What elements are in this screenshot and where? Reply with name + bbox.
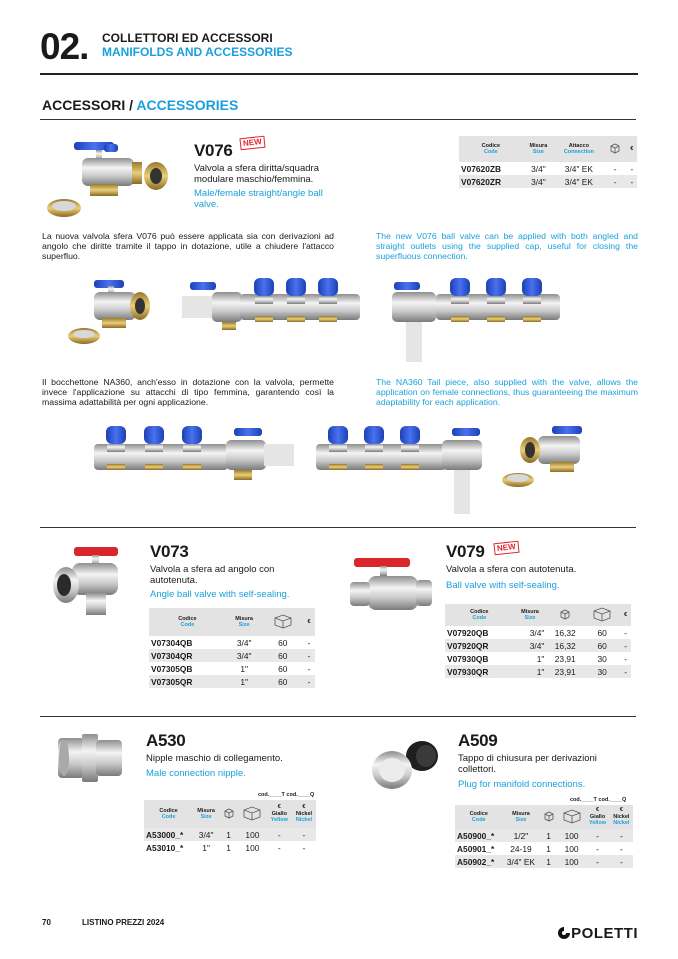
a530-legend: cod.____T cod.____Q bbox=[258, 792, 315, 798]
chapter-number: 02. bbox=[40, 26, 89, 67]
table-row: V07304QR 3/4" 60 - bbox=[149, 649, 315, 662]
v079-new-badge: NEW bbox=[493, 541, 519, 556]
header-divider bbox=[40, 73, 638, 75]
v076-manifold-angle-tailpiece-image bbox=[316, 422, 486, 514]
table-row: V07305QB 1" 60 - bbox=[151, 663, 311, 674]
v076-code: V076 bbox=[194, 141, 233, 160]
a530-code: A530 bbox=[146, 731, 186, 750]
box-icon bbox=[559, 608, 571, 620]
page-number: 70 bbox=[42, 918, 51, 927]
section-divider-3 bbox=[40, 716, 636, 717]
v076-desc-en: Male/female straight/angle ball valve. bbox=[194, 188, 323, 210]
v073-code: V073 bbox=[150, 542, 189, 561]
v076-tailpiece-valve-image bbox=[500, 424, 590, 490]
carton-icon bbox=[562, 808, 582, 824]
v073-desc-en: Angle ball valve with self-sealing. bbox=[150, 589, 290, 600]
v079-code: V079 bbox=[446, 542, 485, 561]
table-row: V07930QR 1" 23,91 30 - bbox=[445, 665, 631, 678]
a530-desc-en: Male connection nipple. bbox=[146, 768, 246, 779]
a530-desc-it: Nipple maschio di collegamento. bbox=[146, 753, 283, 764]
footer-title: LISTINO PREZZI 2024 bbox=[82, 918, 165, 927]
table-row: V07620ZR 3/4" 3/4" EK - - bbox=[459, 175, 637, 188]
v073-desc-it: Valvola a sfera ad angolo con autotenuta. bbox=[150, 564, 275, 586]
a530-price-table bbox=[144, 800, 316, 854]
v073-valve-image bbox=[50, 545, 124, 619]
box-icon bbox=[543, 810, 555, 822]
v079-desc-en: Ball valve with self-sealing. bbox=[446, 580, 560, 591]
chapter-title-en: MANIFOLDS AND ACCESSORIES bbox=[102, 45, 293, 59]
carton-icon bbox=[592, 606, 612, 622]
v076-paragraph-1-it: La nuova valvola sfera V076 può essere applicata sia con derivazioni ad angolo che diritte tramite il tappo in dotazione, utile a chiudere l'attacco superfluo. bbox=[42, 231, 334, 261]
table-row: A50901_* 24-19 1 100 - - bbox=[457, 843, 623, 854]
a530-nipple-image bbox=[56, 732, 124, 784]
box-icon bbox=[223, 807, 235, 819]
v076-manifold-angle-image bbox=[388, 274, 564, 364]
carton-icon bbox=[242, 805, 262, 821]
table-header: Codice Code Misura Size € bbox=[445, 604, 631, 626]
a509-desc-en: Plug for manifold connections. bbox=[458, 779, 586, 790]
table-row: A50900_* 1/2" 1 100 - - bbox=[455, 829, 633, 842]
a509-code: A509 bbox=[458, 731, 498, 750]
table-row: V07305QR 1" 60 - bbox=[149, 675, 315, 688]
table-row: V07920QR 3/4" 16,32 60 - bbox=[445, 639, 631, 652]
v076-price-table bbox=[459, 136, 637, 188]
v076-paragraph-1-en: The new V076 ball valve can be applied with both angled and straight outlets using the supplied cap, useful for closing the superfluous connection. bbox=[376, 231, 638, 261]
v076-manifold-straight-image bbox=[182, 274, 360, 344]
brand-logo bbox=[557, 925, 638, 942]
brand-name: POLETTI bbox=[571, 925, 638, 942]
section-title-it: ACCESSORI / bbox=[42, 97, 134, 113]
box-icon bbox=[609, 142, 621, 154]
table-row: A50902_* 3/4" EK 1 100 - - bbox=[455, 855, 633, 868]
v079-valve-image bbox=[350, 556, 434, 618]
v076-paragraph-2-en: The NA360 Tail piece, also supplied with the valve, allows the application on female connections, thus guaranteeing the maximum adaptability for each application. bbox=[376, 377, 638, 407]
table-header: Codice Code Misura Size Attacco Connection € bbox=[459, 136, 637, 162]
a509-legend: cod.____T cod.____Q bbox=[570, 797, 627, 803]
section-title bbox=[42, 97, 238, 113]
table-row: V07620ZB 3/4" 3/4" EK - - bbox=[461, 163, 634, 174]
table-header: Codice Code Misura Size € Giallo Yellow € Nickel Nickel bbox=[144, 800, 316, 828]
table-row: A53000_* 3/4" 1 100 - - bbox=[144, 828, 316, 841]
section-divider bbox=[40, 119, 636, 120]
v076-paragraph-2-it: Il bocchettone NA360, anch'esso in dotazione con la valvola, permette invece l'applicazione su attacchi di tipo femmina, garantendo così la massima adattabilità per ogni applicazione. bbox=[42, 377, 334, 407]
a509-price-table bbox=[455, 805, 633, 868]
table-row: V07930QB 1" 23,91 30 - bbox=[447, 653, 628, 664]
v076-new-badge: NEW bbox=[239, 136, 265, 151]
section-title-en: ACCESSORIES bbox=[136, 97, 239, 113]
chapter-title-it: COLLETTORI ED ACCESSORI bbox=[102, 31, 273, 45]
v076-valve-image bbox=[44, 140, 174, 220]
table-row: A53010_* 1" 1 100 - - bbox=[146, 842, 306, 853]
table-header: Codice Code Misura Size € Giallo Yellow € Nickel Nickel bbox=[455, 805, 633, 829]
table-row: V07920QB 3/4" 16,32 60 - bbox=[447, 627, 628, 638]
table-header: Codice Code Misura Size € bbox=[149, 608, 315, 636]
v073-price-table bbox=[149, 608, 315, 688]
v076-manifold-tailpiece-image bbox=[94, 422, 294, 492]
v079-desc-it: Valvola a sfera con autotenuta. bbox=[446, 564, 577, 575]
logo-icon bbox=[557, 926, 571, 940]
a509-desc-it: Tappo di chiusura per derivazioni collettori. bbox=[458, 753, 597, 775]
v076-desc-it: Valvola a sfera diritta/squadra modulare maschio/femmina. bbox=[194, 163, 319, 185]
a509-plug-image bbox=[370, 740, 442, 792]
carton-icon bbox=[273, 613, 293, 629]
table-row: V07304QB 3/4" 60 - bbox=[151, 637, 311, 648]
section-divider-2 bbox=[40, 527, 636, 528]
v076-angle-valve-image bbox=[64, 276, 158, 346]
v079-price-table bbox=[445, 604, 631, 678]
